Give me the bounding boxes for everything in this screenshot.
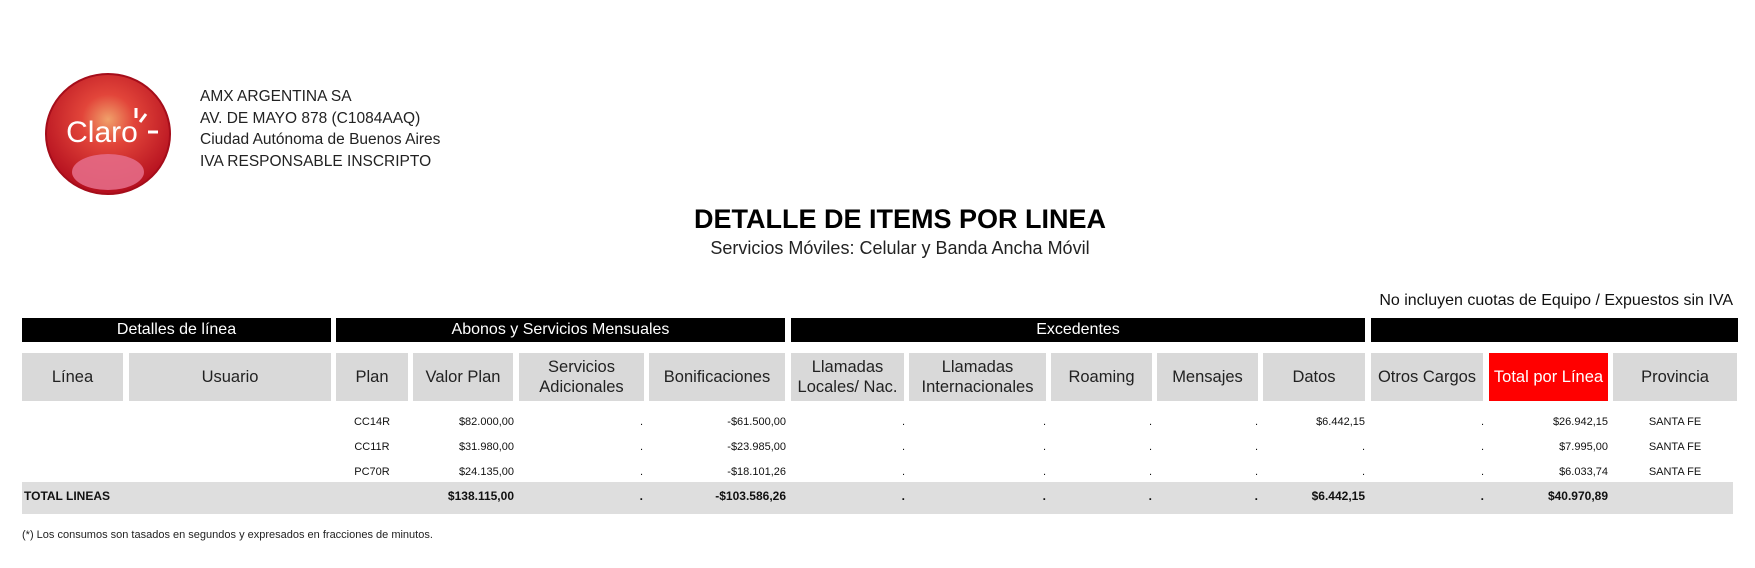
- total-bonificaciones: -$103.586,26: [715, 489, 786, 503]
- row1-servicios-adicionales: .: [639, 416, 643, 428]
- total-llamadas-internacionales: .: [1042, 489, 1046, 503]
- row3-provincia: SANTA FE: [1648, 466, 1702, 478]
- row2-roaming: .: [1148, 441, 1152, 453]
- row1-otros-cargos: .: [1480, 416, 1484, 428]
- total-servicios-adicionales: .: [639, 489, 643, 503]
- group-excess-charges: Excedentes: [791, 318, 1365, 342]
- row2-valor-plan: $31.980,00: [458, 441, 514, 453]
- row1-bonificaciones: -$61.500,00: [727, 416, 786, 428]
- company-city: Ciudad Autónoma de Buenos Aires: [200, 131, 441, 148]
- footnote: (*) Los consumos son tasados en segundos y expresados en fracciones de minutos.: [22, 529, 433, 541]
- claro-logo: [44, 72, 172, 196]
- total-mensajes: .: [1254, 489, 1258, 503]
- total-otros-cargos: .: [1480, 489, 1484, 503]
- row2-servicios-adicionales: .: [639, 441, 643, 453]
- col-header-datos: Datos: [1263, 353, 1365, 401]
- row2-llamadas-locales: .: [901, 441, 905, 453]
- row1-plan: CC14R: [353, 416, 391, 428]
- page-subtitle: Servicios Móviles: Celular y Banda Ancha Móvil: [710, 238, 1090, 258]
- row3-plan: PC70R: [354, 466, 390, 478]
- col-header-usuario: Usuario: [129, 353, 331, 401]
- total-label: TOTAL LINEAS: [24, 489, 111, 503]
- col-header-llamadas-internacionales: Llamadas Internacionales: [909, 353, 1046, 401]
- col-header-mensajes: Mensajes: [1157, 353, 1258, 401]
- company-name: AMX ARGENTINA SA: [200, 88, 352, 105]
- total-valor-plan: $138.115,00: [447, 489, 514, 503]
- row3-roaming: .: [1148, 466, 1152, 478]
- row3-llamadas-locales: .: [901, 466, 905, 478]
- row1-valor-plan: $82.000,00: [458, 416, 514, 428]
- row1-total-por-linea: $26.942,15: [1552, 416, 1608, 428]
- col-header-servicios-adicionales: Servicios Adicionales: [519, 353, 644, 401]
- iva-note: No incluyen cuotas de Equipo / Expuestos sin IVA: [1379, 292, 1733, 309]
- total-roaming: .: [1148, 489, 1152, 503]
- row2-datos: .: [1361, 441, 1365, 453]
- group-line-details: Detalles de línea: [22, 318, 331, 342]
- row1-llamadas-locales: .: [901, 416, 905, 428]
- row1-llamadas-internacionales: .: [1042, 416, 1046, 428]
- row2-mensajes: .: [1254, 441, 1258, 453]
- row2-provincia: SANTA FE: [1648, 441, 1702, 453]
- row3-total-por-linea: $6.033,74: [1559, 466, 1608, 478]
- col-header-plan: Plan: [336, 353, 408, 401]
- row2-plan: CC11R: [354, 441, 390, 453]
- group-monthly-services: Abonos y Servicios Mensuales: [336, 318, 785, 342]
- row1-mensajes: .: [1254, 416, 1258, 428]
- row3-servicios-adicionales: .: [639, 466, 643, 478]
- page-title: DETALLE DE ITEMS POR LINEA: [693, 204, 1106, 234]
- total-por-linea: $40.970,89: [1547, 489, 1608, 503]
- row3-bonificaciones: -$18.101,26: [727, 466, 786, 478]
- col-header-linea: Línea: [22, 353, 123, 401]
- row2-bonificaciones: -$23.985,00: [727, 441, 786, 453]
- row2-total-por-linea: $7.995,00: [1559, 441, 1608, 453]
- total-llamadas-locales: .: [901, 489, 905, 503]
- row1-datos: $6.442,15: [1316, 416, 1365, 428]
- row1-provincia: SANTA FE: [1648, 416, 1702, 428]
- col-header-total-por-linea: Total por Línea: [1489, 353, 1608, 401]
- company-info: [200, 86, 440, 172]
- row3-otros-cargos: .: [1480, 466, 1484, 478]
- row3-mensajes: .: [1254, 466, 1258, 478]
- col-header-otros-cargos: Otros Cargos: [1371, 353, 1483, 401]
- row3-valor-plan: $24.135,00: [458, 466, 514, 478]
- row3-datos: .: [1361, 466, 1365, 478]
- total-datos: $6.442,15: [1311, 489, 1365, 503]
- company-address: AV. DE MAYO 878 (C1084AAQ): [200, 109, 421, 127]
- col-header-roaming: Roaming: [1051, 353, 1152, 401]
- company-tax-status: IVA RESPONSABLE INSCRIPTO: [200, 152, 432, 170]
- col-header-bonificaciones: Bonificaciones: [649, 353, 785, 401]
- logo-text: Claro: [66, 116, 138, 149]
- col-header-llamadas-locales: Llamadas Locales/ Nac.: [791, 353, 904, 401]
- row1-roaming: .: [1148, 416, 1152, 428]
- group-totals: [1371, 318, 1738, 342]
- col-header-provincia: Provincia: [1613, 353, 1737, 401]
- col-header-valor-plan: Valor Plan: [413, 353, 513, 401]
- row3-llamadas-internacionales: .: [1042, 466, 1046, 478]
- row2-otros-cargos: .: [1480, 441, 1484, 453]
- row2-llamadas-internacionales: .: [1042, 441, 1046, 453]
